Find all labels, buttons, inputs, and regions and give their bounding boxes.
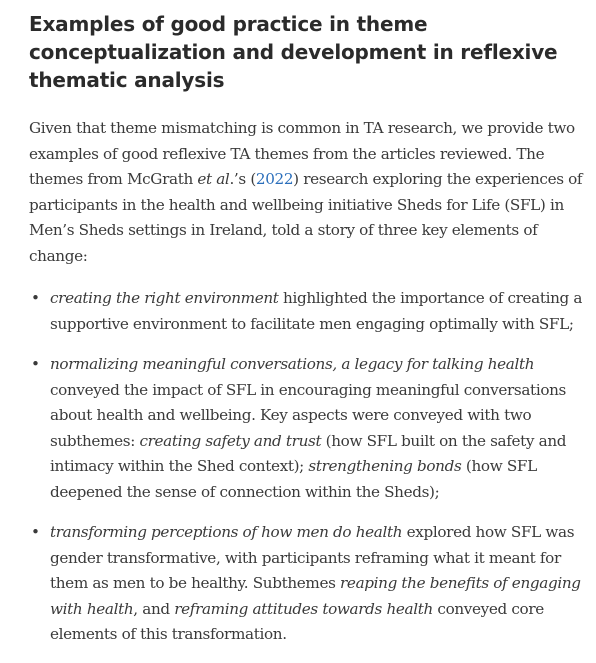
theme-description: highlighted the importance of creating a supportive environment to facilitate men engaging optimally with SFL;	[50, 289, 583, 333]
citation-link[interactable]: 2022	[255, 170, 294, 188]
intro-text: .’s (	[229, 170, 256, 188]
list-item	[29, 352, 585, 505]
intro-paragraph	[29, 116, 585, 269]
theme-description: explored how SFL was gender transformative, with participants reframing what it meant for them as men to be healthy. Subthemes	[50, 523, 575, 592]
subtheme-name: reaping the benefits of engaging with health	[50, 574, 581, 618]
subtheme-name: creating safety and trust	[139, 431, 322, 450]
subtheme-name: reframing attitudes towards health	[174, 599, 433, 618]
theme-description: conveyed core elements of this transformation.	[50, 599, 544, 643]
theme-description: , and	[133, 599, 175, 618]
article-section	[29, 10, 585, 663]
subtheme-name: strengthening bonds	[308, 457, 462, 475]
intro-text: ) research exploring the experiences of participants in the health and wellbeing initiative Sheds for Life (SFL) in Men’s Sheds settings in Ireland, told a story of three key elements of change:	[29, 170, 583, 265]
intro-text: Given that theme mismatching is common in TA research, we provide two examples of good reflexive TA themes from the articles reviewed. The themes from McGrath	[29, 119, 575, 188]
theme-name: transforming perceptions of how men do health	[50, 523, 403, 541]
bullet-icon: •	[31, 523, 40, 541]
themes-list	[29, 286, 585, 648]
section-heading: Examples of good practice in theme conceptualization and development in reflexive thematic analysis	[29, 12, 558, 92]
bullet-icon: •	[31, 289, 40, 307]
list-item	[29, 520, 585, 648]
intro-etal: et al	[197, 170, 230, 188]
theme-name: creating the right environment	[50, 289, 279, 307]
bullet-icon: •	[31, 355, 40, 373]
theme-name: normalizing meaningful conversations, a legacy for talking health	[50, 355, 535, 373]
theme-description: (how SFL built on the safety and intimacy within the Shed context);	[50, 431, 567, 475]
theme-description: (how SFL deepened the sense of connection within the Sheds);	[50, 457, 537, 501]
theme-description: conveyed the impact of SFL in encouraging meaningful conversations about health and wellbeing. Key aspects were conveyed with two subthemes:	[50, 380, 566, 450]
list-item	[29, 286, 585, 337]
